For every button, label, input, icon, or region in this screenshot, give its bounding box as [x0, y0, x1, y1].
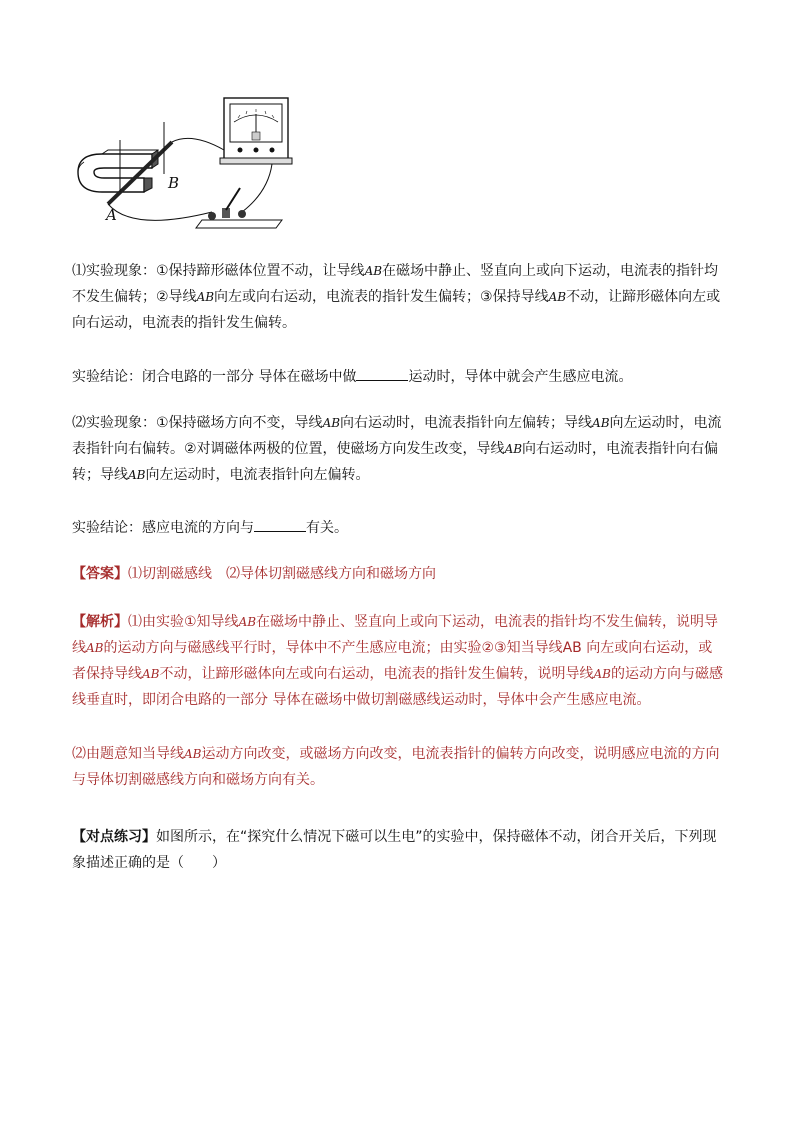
- blank-1: [356, 366, 408, 381]
- experiment-figure: [72, 92, 312, 240]
- galvanometer: [220, 98, 292, 164]
- experiment-1-phenomena: ⑴实验现象：①保持蹄形磁体位置不动，让导线AB在磁场中静止、竖直向上或向下运动，电流表的指针均不发生偏转；②导线AB向左或向右运动，电流表的指针发生偏转；③保持导线AB不动，让蹄形磁体向左或向右运动，电流表的指针发生偏转。: [72, 263, 721, 331]
- experiment-2-phenomena: ⑵实验现象：①保持磁场方向不变，导线AB向右运动时，电流表指针向左偏转；导线AB向左运动时，电流表指针向右偏转。②对调磁体两极的位置，使磁场方向发生改变，导线AB向右运动时，电流表指针向右偏转；导线AB向左运动时，电流表指针向左偏转。: [72, 415, 722, 483]
- practice-question: 【对点练习】如图所示，在“探究什么情况下磁可以生电”的实验中，保持磁体不动，闭合开关后，下列现象描述正确的是（ ）: [72, 829, 717, 871]
- horseshoe-magnet: [78, 150, 158, 192]
- experiment-2-conclusion: 实验结论：感应电流的方向与 有关。: [72, 515, 724, 541]
- analysis-1: 【解析】⑴由实验①知导线AB在磁场中静止、竖直向上或向下运动，电流表的指针均不发生偏转，说明导线AB的运动方向与磁感线平行时，导体中不产生感应电流；由实验②③知当导线AB 向左或向右运动，或者保持导线AB不动，让蹄形磁体向左或向右运动，电流表的指针发生偏转，说明导线AB的运动方向与磁感线垂直时，即闭合电路的一部分 导体在磁场中做切割磁感线运动时，导体中会产生感应电流。: [72, 614, 723, 708]
- analysis-2: ⑵由题意知当导线AB运动方向改变，或磁场方向改变，电流表指针的偏转方向改变，说明感应电流的方向与导体切割磁感线方向和磁场方向有关。: [72, 746, 720, 788]
- switch: [196, 188, 282, 228]
- label-a: A: [106, 206, 117, 224]
- experiment-1-conclusion: 实验结论：闭合电路的一部分 导体在磁场中做 运动时，导体中就会产生感应电流。: [72, 364, 724, 390]
- conductor-ab: [108, 142, 172, 204]
- blank-2: [254, 517, 306, 532]
- answer: 【答案】⑴切割磁感线 ⑵导体切割磁感线方向和磁场方向: [72, 566, 436, 582]
- label-b: B: [168, 174, 180, 192]
